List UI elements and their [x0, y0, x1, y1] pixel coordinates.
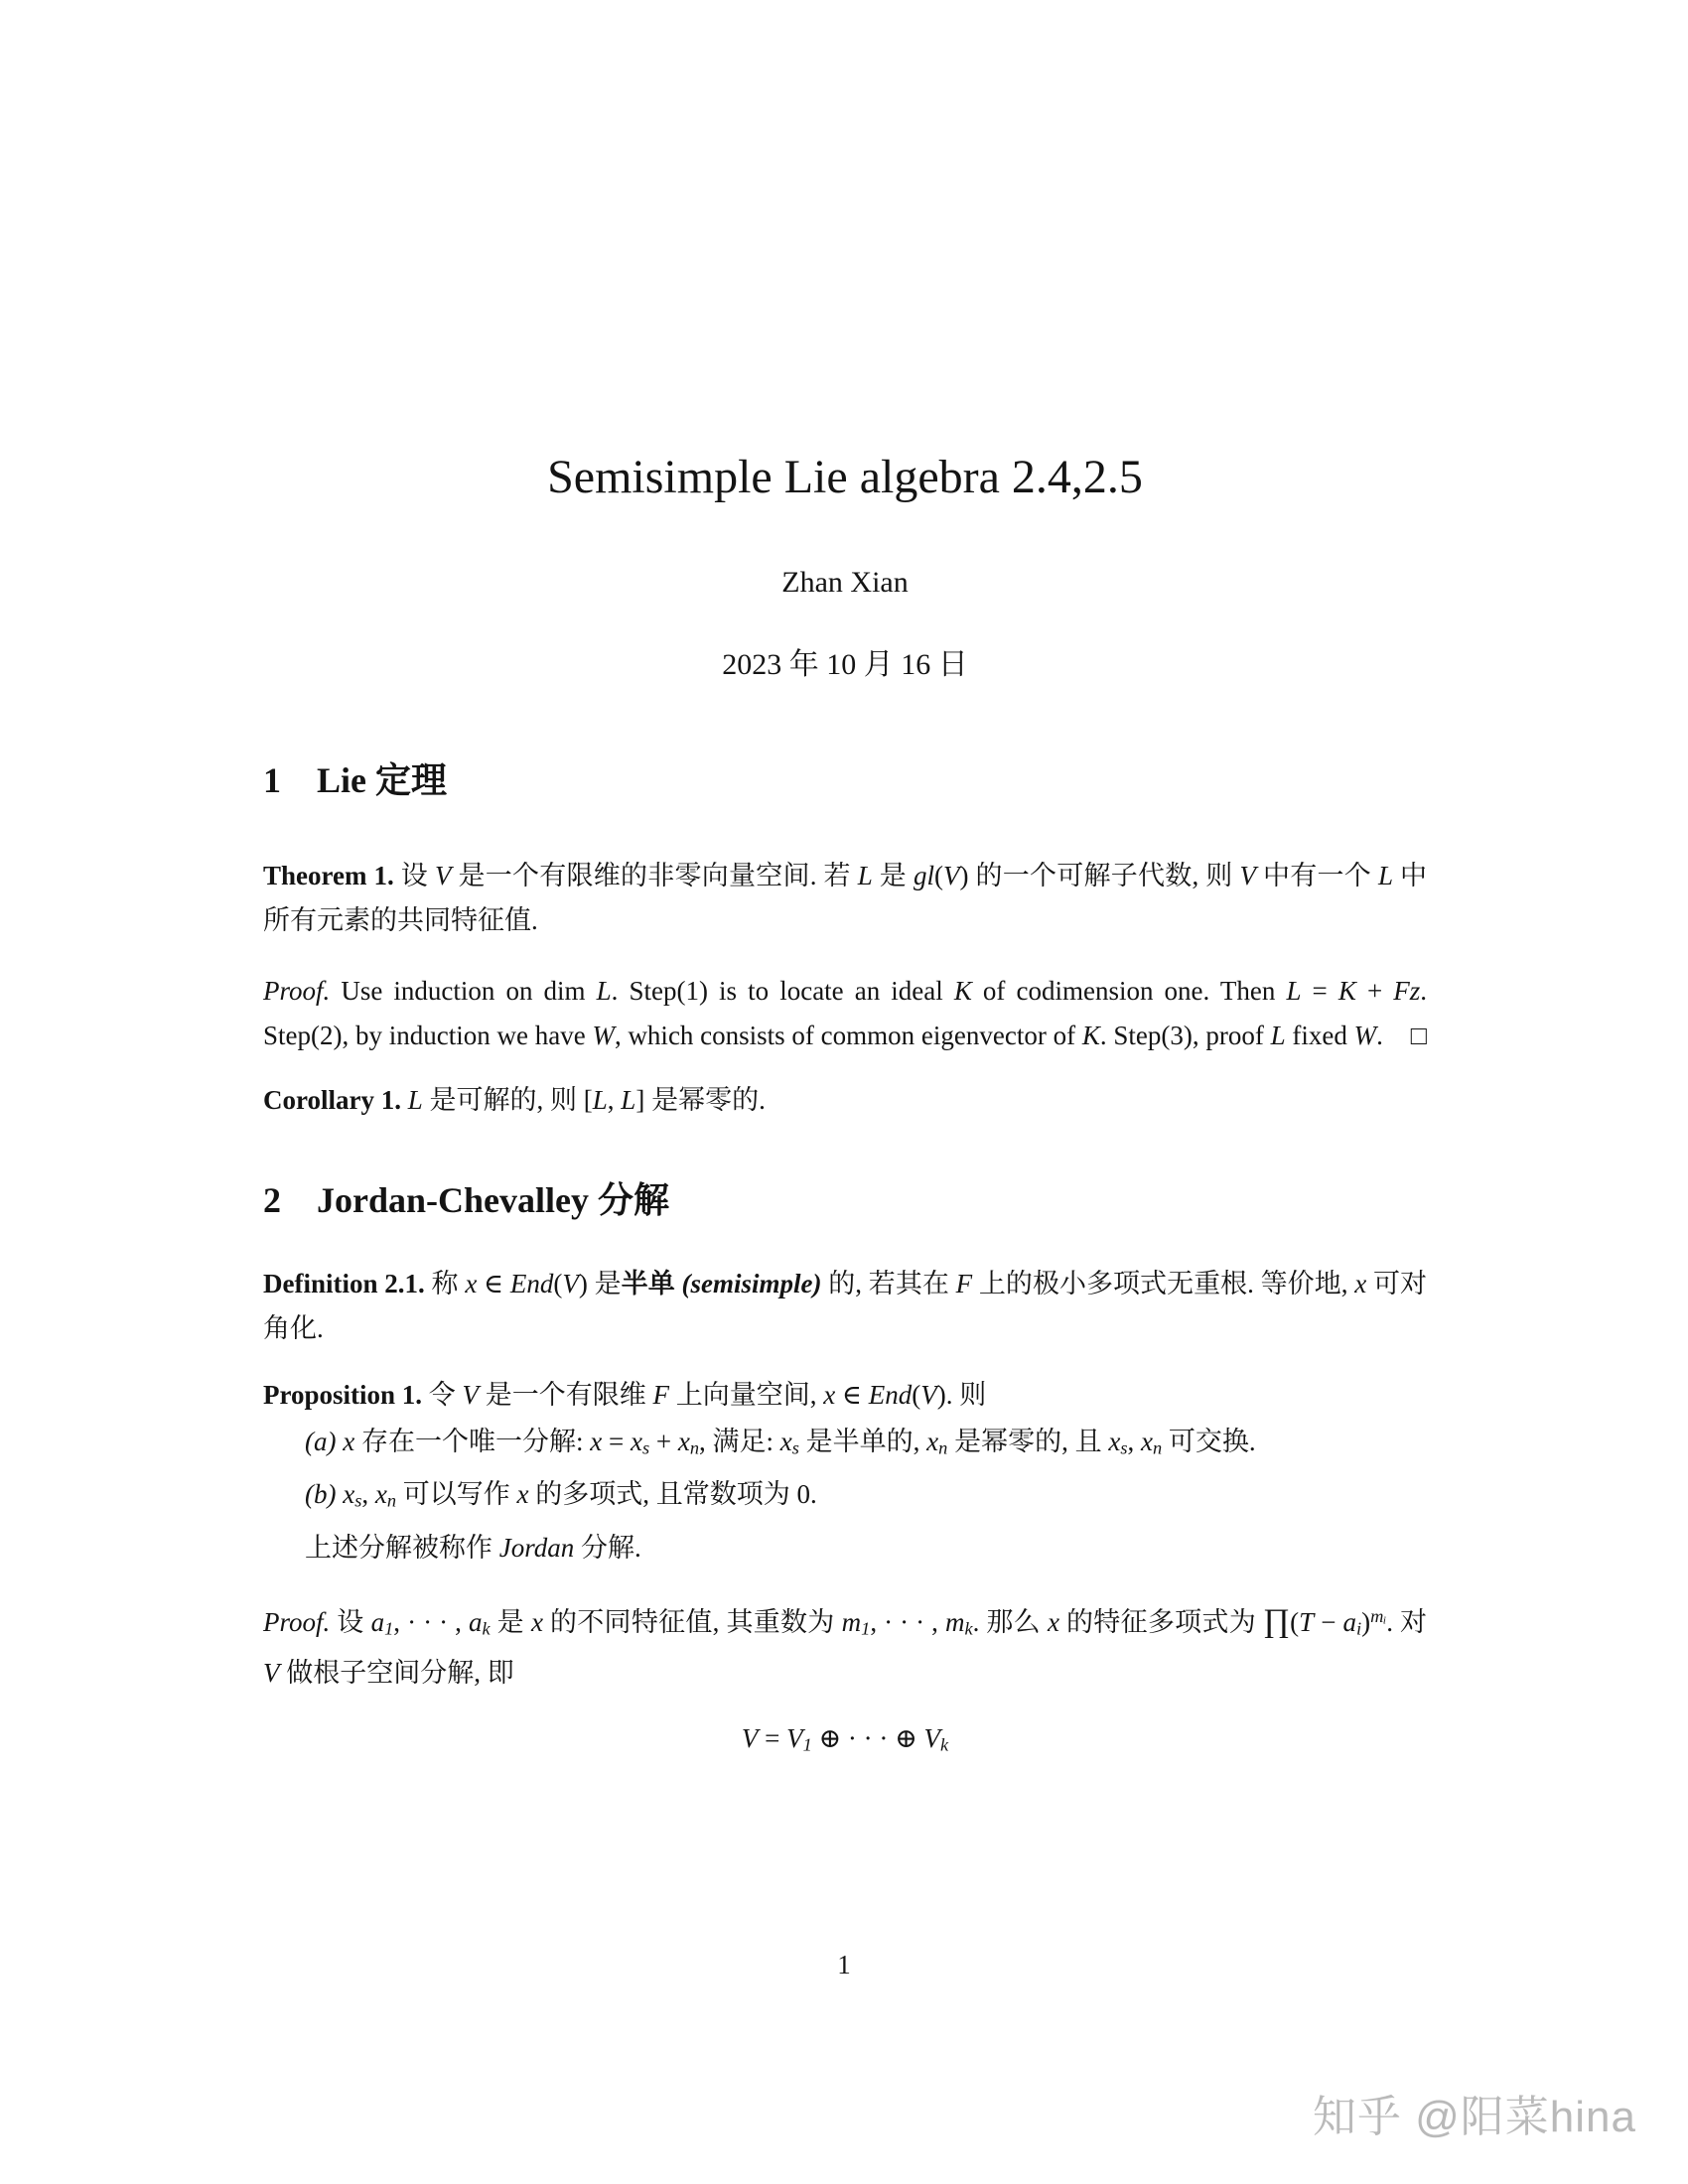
- proof-lie-theorem: [263, 969, 1427, 1058]
- section-1-title: Lie 定理: [317, 760, 447, 800]
- watermark: 知乎 @阳菜hina: [1312, 2093, 1636, 2141]
- section-2-title: Jordan-Chevalley 分解: [317, 1180, 669, 1220]
- definition-2-1: Definition 2.1. 称 x ∈ End(V) 是半单 (semisimple) 的, 若其在 F 上的极小多项式无重根. 等价地, x 可对角化.: [263, 1269, 1428, 1343]
- corollary-1: Corollary 1. L 是可解的, 则 [L, L] 是幂零的.: [263, 1085, 766, 1115]
- display-equation: V = V1 ⊕ · · · ⊕ Vk: [741, 1723, 949, 1755]
- jordan-decomposition-note: 上述分解被称作 Jordan 分解.: [305, 1532, 641, 1563]
- text-block: [263, 0, 1427, 1755]
- section-2-heading: [263, 1176, 1427, 1224]
- paper-date: 2023 年 10 月 16 日: [722, 648, 968, 681]
- qed-square-icon: □: [1410, 1021, 1427, 1050]
- paper-author: Zhan Xian: [781, 566, 909, 599]
- proposition-1: Proposition 1. 令 V 是一个有限维 F 上向量空间, x ∈ End(V). 则: [263, 1380, 987, 1410]
- proposition-item-a: (a) x 存在一个唯一分解: x = xs + xn, 满足: xs 是半单的, xn 是幂零的, 且 xs, xn 可交换.: [305, 1427, 1256, 1458]
- paper-title: Semisimple Lie algebra 2.4,2.5: [547, 451, 1143, 503]
- theorem-1: Theorem 1. 设 V 是一个有限维的非零向量空间. 若 L 是 gl(V) 的一个可解子代数, 则 V 中有一个 L 中所有元素的共同特征值.: [263, 861, 1428, 935]
- section-1-number: 1: [263, 760, 281, 800]
- proposition-item-b: (b) xs, xn 可以写作 x 的多项式, 且常数项为 0.: [305, 1479, 817, 1511]
- proof-jordan: Proof. 设 a1, · · · , ak 是 x 的不同特征值, 其重数为 m1, · · · , mk. 那么 x 的特征多项式为 ∏(T − ai)$^{mᵢ}$. 对 V 做根子空间分解, 即: [263, 1602, 1428, 1689]
- proof-lie-theorem-text: Proof. Use induction on dim L. Step(1) is to locate an ideal K of codimension one. Then L = K + Fz. Step(2), by induction we have W, which consists of common eigenvector of K. Step(3), proof L fixed W.: [263, 976, 1428, 1050]
- section-2-number: 2: [263, 1180, 281, 1220]
- section-1-heading: [263, 756, 1427, 804]
- page-number: 1: [837, 1950, 851, 1979]
